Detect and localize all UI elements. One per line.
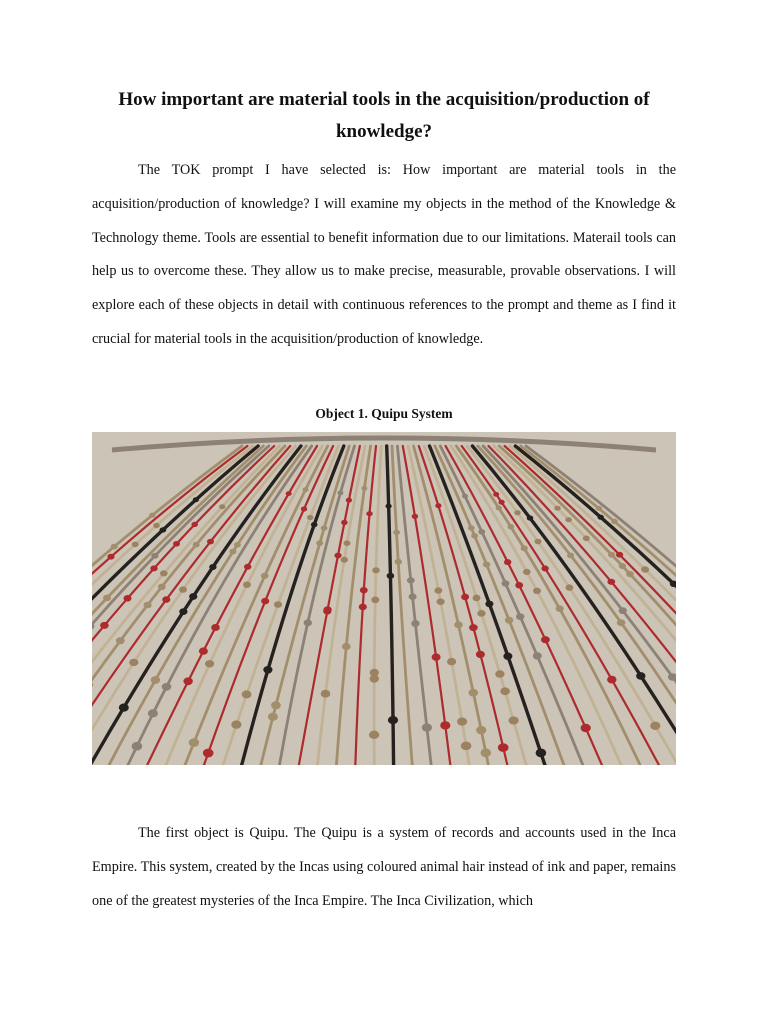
intro-paragraph: The TOK prompt I have selected is: How important are material tools in the acquisition/production of knowledge? I will examine my objects in the method of the Knowledge & Technology theme. Tools are essential to benefit information due to our limitations. Materail tools can help us to overcome these. They allow us to make precise, measurable, provable observations. I will explore each of these objects in detail with continuous references to the prompt and theme as I find it crucial for material tools in the acquisition/production of knowledge. — [92, 162, 676, 347]
quipu-image — [92, 432, 676, 765]
quipu-photo-icon — [92, 432, 676, 765]
document-title: How important are material tools in the acquisition/production of knowledge? — [118, 89, 650, 142]
object1-paragraph: The first object is Quipu. The Quipu is a system of records and accounts used in the Inca Empire. This system, created by the Incas using coloured animal hair instead of ink and paper, remains one of the greatest mysteries of the Inca Empire. The Inca Civilization, which — [92, 825, 676, 909]
figure-caption: Object 1. Quipu System — [315, 406, 453, 421]
